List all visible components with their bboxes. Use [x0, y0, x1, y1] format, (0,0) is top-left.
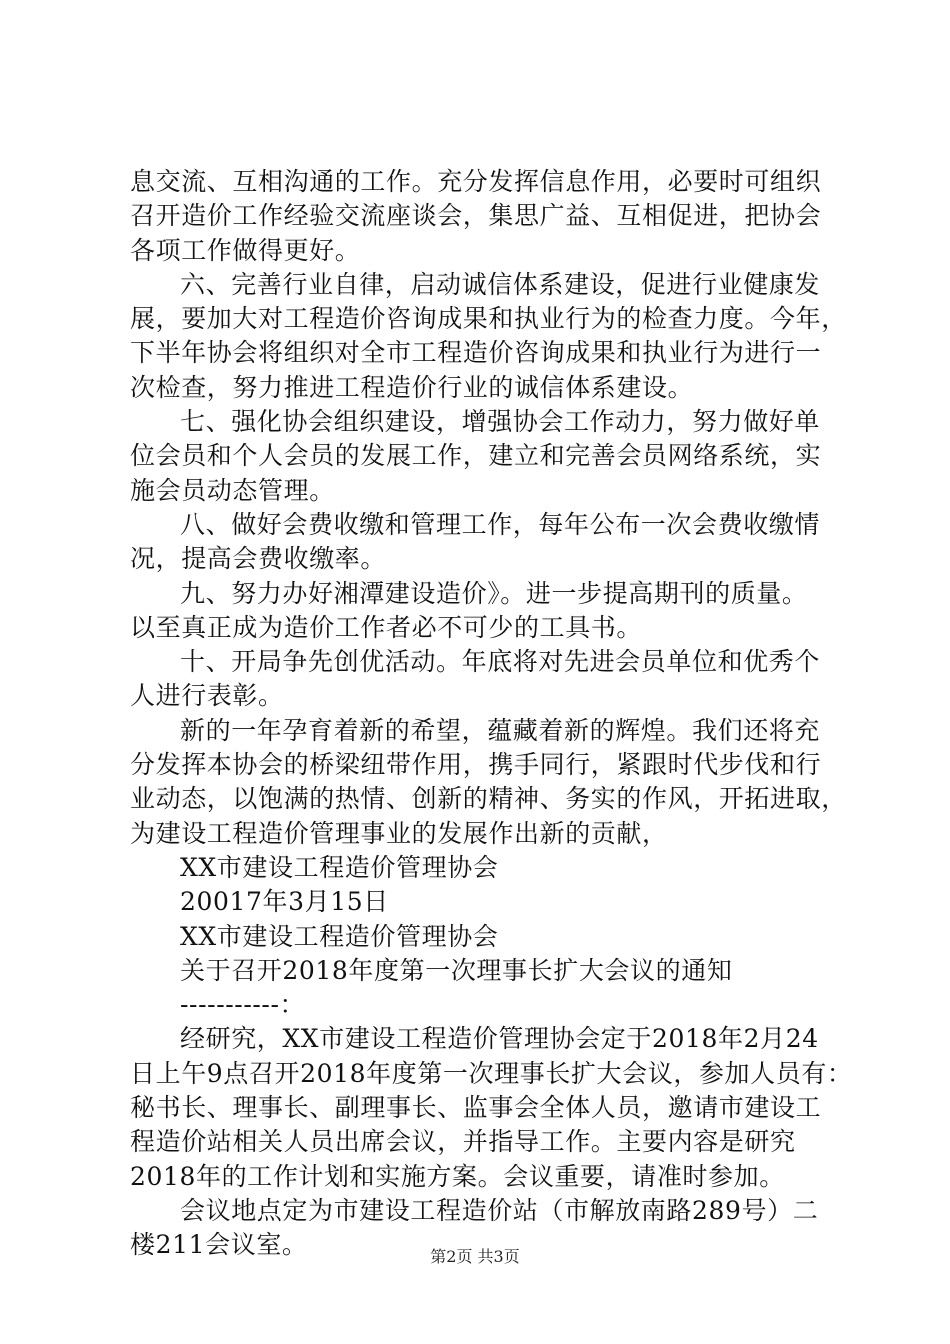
- paragraph-six: 六、完善行业自律，启动诚信体系建设，促进行业健康发: [180, 269, 821, 299]
- text-line: 下半年协会将组织对全市工程造价咨询成果和执业行为进行一: [130, 338, 822, 368]
- text-line: 分发挥本协会的桥梁纽带作用，携手同行，紧跟时代步伐和行: [130, 750, 822, 780]
- notice-organization: XX市建设工程造价管理协会: [180, 921, 499, 951]
- text-line: 楼211会议室。: [130, 1230, 308, 1260]
- text-line: 召开造价工作经验交流座谈会，集思广益、互相促进，把协会: [130, 201, 822, 231]
- text-line: 况，提高会费收缴率。: [130, 544, 387, 574]
- text-line: 人进行表彰。: [130, 681, 284, 711]
- text-line: 次检查，努力推进工程造价行业的诚信体系建设。: [130, 372, 694, 402]
- text-line: 展，要加大对工程造价咨询成果和执业行为的检查力度。今年，: [130, 304, 847, 334]
- paragraph-ten: 十、开局争先创优活动。年底将对先进会员单位和优秀个: [180, 647, 821, 677]
- signature-organization: XX市建设工程造价管理协会: [180, 852, 499, 882]
- text-line: 程造价站相关人员出席会议，并指导工作。主要内容是研究: [130, 1127, 796, 1157]
- paragraph-seven: 七、强化协会组织建设，增强协会工作动力，努力做好单: [180, 407, 821, 437]
- closing-paragraph: 新的一年孕育着新的希望，蕴藏着新的辉煌。我们还将充: [180, 715, 821, 745]
- text-line: 业动态，以饱满的热情、创新的精神、务实的作风，开拓进取，: [130, 784, 847, 814]
- notice-paragraph: 经研究，XX市建设工程造价管理协会定于2018年2月24: [180, 1024, 819, 1054]
- location-paragraph: 会议地点定为市建设工程造价站（市解放南路289号）二: [180, 1195, 819, 1225]
- notice-title: 关于召开2018年度第一次理事长扩大会议的通知: [180, 955, 733, 985]
- text-line: 施会员动态管理。: [130, 475, 335, 505]
- notice-salutation: -----------：: [180, 990, 306, 1020]
- text-line: 秘书长、理事长、副理事长、监事会全体人员，邀请市建设工: [130, 1093, 822, 1123]
- text-line: 2018年的工作计划和实施方案。会议重要，请准时参加。: [130, 1161, 785, 1191]
- text-line: 各项工作做得更好。: [130, 235, 361, 265]
- text-line: 为建设工程造价管理事业的发展作出新的贡献，: [130, 818, 668, 848]
- page-footer: 第2页 共3页: [430, 1247, 520, 1266]
- paragraph-nine: 九、努力办好湘潭建设造价》。进一步提高期刊的质量。: [180, 578, 808, 608]
- signature-date: 20017年3月15日: [180, 887, 389, 917]
- paragraph-eight: 八、做好会费收缴和管理工作，每年公布一次会费收缴情: [180, 509, 821, 539]
- document-body: [130, 165, 853, 1263]
- text-line: 位会员和个人会员的发展工作，建立和完善会员网络系统，实: [130, 441, 822, 471]
- text-line: 以至真正成为造价工作者必不可少的工具书。: [130, 612, 643, 642]
- text-line: 息交流、互相沟通的工作。充分发挥信息作用，必要时可组织: [130, 167, 822, 196]
- text-line: 日上午9点召开2018年度第一次理事长扩大会议，参加人员有：: [130, 1058, 853, 1088]
